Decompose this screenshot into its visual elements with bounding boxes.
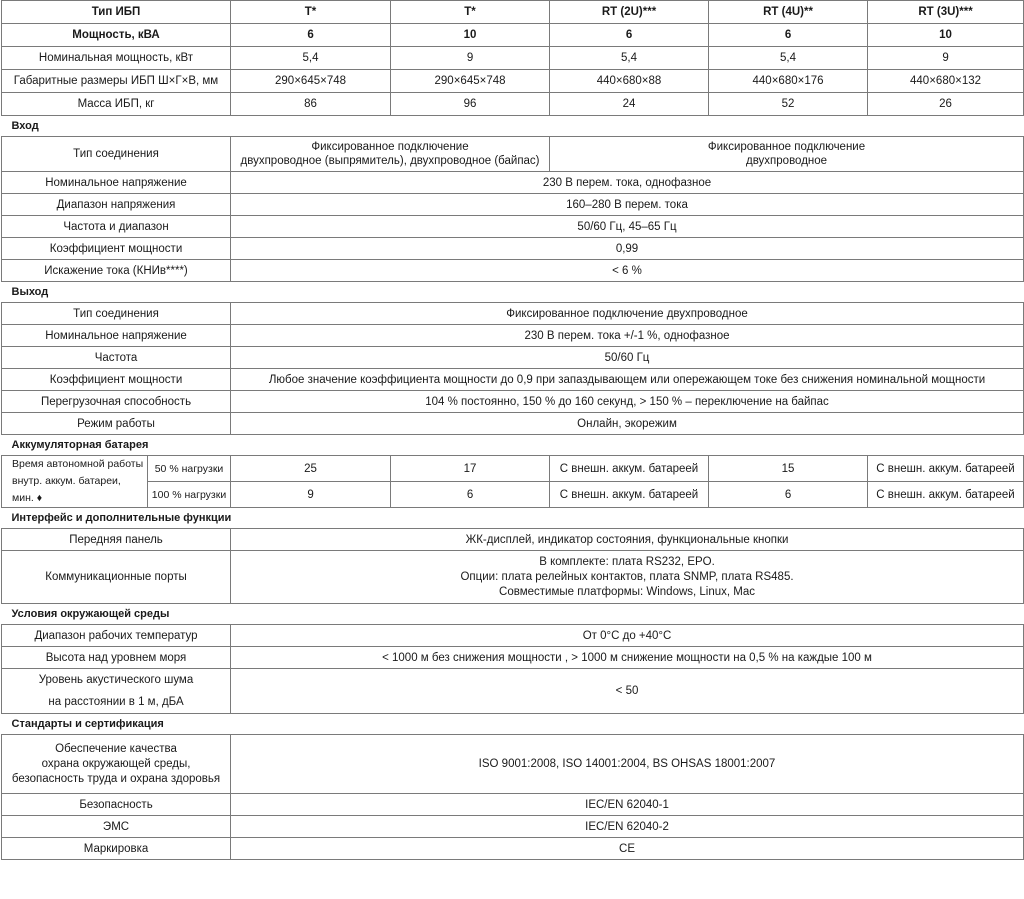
cell-value: 440×680×88 [550, 70, 709, 93]
cell-value: 96 [391, 93, 550, 116]
row-label: Высота над уровнем моря [2, 647, 231, 669]
cell-value: 230 В перем. тока, однофазное [231, 172, 1024, 194]
temperature-row [2, 625, 1024, 647]
cell-value: 9 [231, 482, 391, 508]
cell-value: Онлайн, экорежим [231, 413, 1024, 435]
dimensions-row [2, 70, 1024, 93]
cell-line: Фиксированное подключение [707, 141, 866, 153]
row-label: Диапазон напряжения [2, 194, 231, 216]
section-output [2, 282, 1024, 303]
input-row [2, 260, 1024, 282]
altitude-row [2, 647, 1024, 669]
cell-line: двухпроводное [745, 155, 828, 167]
header-type-label: Тип ИБП [2, 1, 231, 24]
cell-value: С внешн. аккум. батареей [550, 456, 709, 482]
cell-value: 290×645×748 [231, 70, 391, 93]
input-connection-rt [550, 137, 1024, 172]
input-row [2, 238, 1024, 260]
cell-line: двухпроводное (выпрямитель), двухпроводное (байпас) [240, 155, 540, 167]
output-row [2, 303, 1024, 325]
row-label: Режим работы [2, 413, 231, 435]
cell-line: Время автономной работы [12, 458, 144, 470]
cell-line: охрана окружающей среды, [41, 757, 191, 770]
cell-value: 25 [231, 456, 391, 482]
cell-value: 290×645×748 [391, 70, 550, 93]
cell-value: Любое значение коэффициента мощности до 0,9 при запаздывающем или опережающем токе без снижения номинальной мощности [231, 369, 1024, 391]
row-label: Искажение тока (КНИв****) [2, 260, 231, 282]
row-label: Номинальное напряжение [2, 325, 231, 347]
cell-value: 50/60 Гц, 45–65 Гц [231, 216, 1024, 238]
section-title: Условия окружающей среды [2, 604, 1024, 625]
power-kva-row [2, 24, 1024, 47]
cell-value: ISO 9001:2008, ISO 14001:2004, BS OHSAS 18001:2007 [231, 735, 1024, 794]
ups-spec-table [1, 0, 1024, 860]
header-model: RT (2U)*** [550, 1, 709, 24]
quality-row [2, 735, 1024, 794]
cell-value: Фиксированное подключение двухпроводное [231, 303, 1024, 325]
cell-value: 15 [709, 456, 868, 482]
power-kw-row [2, 47, 1024, 70]
row-label: Масса ИБП, кг [2, 93, 231, 116]
cell-value: < 50 [231, 669, 1024, 714]
cell-value: < 6 % [231, 260, 1024, 282]
mass-row [2, 93, 1024, 116]
cell-value: 26 [868, 93, 1024, 116]
ports-value [231, 551, 1024, 604]
cell-value: С внешн. аккум. батареей [868, 482, 1024, 508]
cell-line: внутр. аккум. батареи, мин. ♦ [12, 475, 121, 504]
cell-value: 440×680×132 [868, 70, 1024, 93]
row-label: Номинальное напряжение [2, 172, 231, 194]
cell-value: 10 [868, 24, 1024, 47]
output-row [2, 347, 1024, 369]
header-model: T* [391, 1, 550, 24]
cell-value: 5,4 [231, 47, 391, 70]
cell-value: 9 [868, 47, 1024, 70]
cell-value: IEC/EN 62040-2 [231, 816, 1024, 838]
row-label: Габаритные размеры ИБП Ш×Г×В, мм [2, 70, 231, 93]
cell-value: С внешн. аккум. батареей [868, 456, 1024, 482]
input-connection-row [2, 137, 1024, 172]
emc-row [2, 816, 1024, 838]
cell-value: 17 [391, 456, 550, 482]
safety-row [2, 794, 1024, 816]
row-label: Маркировка [2, 838, 231, 860]
section-interface [2, 508, 1024, 529]
cell-value: 6 [391, 482, 550, 508]
battery-row [2, 482, 1024, 508]
cell-value: 230 В перем. тока +/-1 %, однофазное [231, 325, 1024, 347]
section-title: Интерфейс и дополнительные функции [2, 508, 1024, 529]
section-title: Вход [2, 116, 1024, 137]
cell-value: CE [231, 838, 1024, 860]
cell-line: Уровень акустического шума [38, 674, 194, 686]
cell-line: на расстоянии в 1 м, дБА [48, 696, 184, 708]
cell-value: 440×680×176 [709, 70, 868, 93]
noise-row [2, 669, 1024, 714]
cell-value: 6 [550, 24, 709, 47]
cell-value: 10 [391, 24, 550, 47]
header-model: RT (4U)** [709, 1, 868, 24]
battery-row [2, 456, 1024, 482]
front-panel-row [2, 529, 1024, 551]
cell-line: Обеспечение качества [55, 742, 177, 755]
cell-value: 9 [391, 47, 550, 70]
cell-value: 86 [231, 93, 391, 116]
row-label: Коммуникационные порты [2, 551, 231, 604]
row-label: Тип соединения [2, 137, 231, 172]
row-label: Диапазон рабочих температур [2, 625, 231, 647]
cell-value: IEC/EN 62040-1 [231, 794, 1024, 816]
output-row [2, 391, 1024, 413]
cell-value: < 1000 м без снижения мощности , > 1000 м снижение мощности на 0,5 % на каждые 100 м [231, 647, 1024, 669]
cell-value: 5,4 [709, 47, 868, 70]
cell-value: 6 [709, 24, 868, 47]
battery-load-label: 50 % нагрузки [148, 456, 231, 482]
marking-row [2, 838, 1024, 860]
cell-line: Фиксированное подключение [311, 141, 469, 153]
cell-line: безопасность труда и охрана здоровья [11, 772, 221, 785]
cell-value: 6 [709, 482, 868, 508]
input-connection-t [231, 137, 550, 172]
cell-value: С внешн. аккум. батареей [550, 482, 709, 508]
header-model: T* [231, 1, 391, 24]
cell-value: ЖК-дисплей, индикатор состояния, функциональные кнопки [231, 529, 1024, 551]
section-title: Аккумуляторная батарея [2, 435, 1024, 456]
battery-runtime-label [2, 456, 148, 508]
row-label: Номинальная мощность, кВт [2, 47, 231, 70]
section-title: Выход [2, 282, 1024, 303]
ports-row [2, 551, 1024, 604]
output-row [2, 413, 1024, 435]
output-row [2, 369, 1024, 391]
row-label: Перегрузочная способность [2, 391, 231, 413]
row-label: Передняя панель [2, 529, 231, 551]
row-label: Частота [2, 347, 231, 369]
cell-line: В комплекте: плата RS232, EPO. [539, 555, 715, 568]
section-environment [2, 604, 1024, 625]
section-input [2, 116, 1024, 137]
header-row [2, 1, 1024, 24]
cell-value: От 0°C до +40°C [231, 625, 1024, 647]
row-label: Коэффициент мощности [2, 238, 231, 260]
row-label: Частота и диапазон [2, 216, 231, 238]
battery-load-label: 100 % нагрузки [148, 482, 231, 508]
output-row [2, 325, 1024, 347]
row-label: ЭМС [2, 816, 231, 838]
cell-value: 52 [709, 93, 868, 116]
cell-value: 160–280 В перем. тока [231, 194, 1024, 216]
row-label: Тип соединения [2, 303, 231, 325]
input-row [2, 216, 1024, 238]
section-battery [2, 435, 1024, 456]
section-title: Стандарты и сертификация [2, 714, 1024, 735]
input-row [2, 172, 1024, 194]
noise-label [2, 669, 231, 714]
cell-value: 0,99 [231, 238, 1024, 260]
cell-value: 24 [550, 93, 709, 116]
cell-line: Опции: плата релейных контактов, плата SNMP, плата RS485. [460, 570, 794, 583]
input-row [2, 194, 1024, 216]
row-label: Безопасность [2, 794, 231, 816]
header-model: RT (3U)*** [868, 1, 1024, 24]
cell-value: 104 % постоянно, 150 % до 160 секунд, > 150 % – переключение на байпас [231, 391, 1024, 413]
row-label: Коэффициент мощности [2, 369, 231, 391]
cell-value: 50/60 Гц [231, 347, 1024, 369]
cell-line: Совместимые платформы: Windows, Linux, Mac [499, 585, 756, 598]
quality-label [2, 735, 231, 794]
cell-value: 5,4 [550, 47, 709, 70]
section-standards [2, 714, 1024, 735]
cell-value: 6 [231, 24, 391, 47]
row-label: Мощность, кВА [2, 24, 231, 47]
